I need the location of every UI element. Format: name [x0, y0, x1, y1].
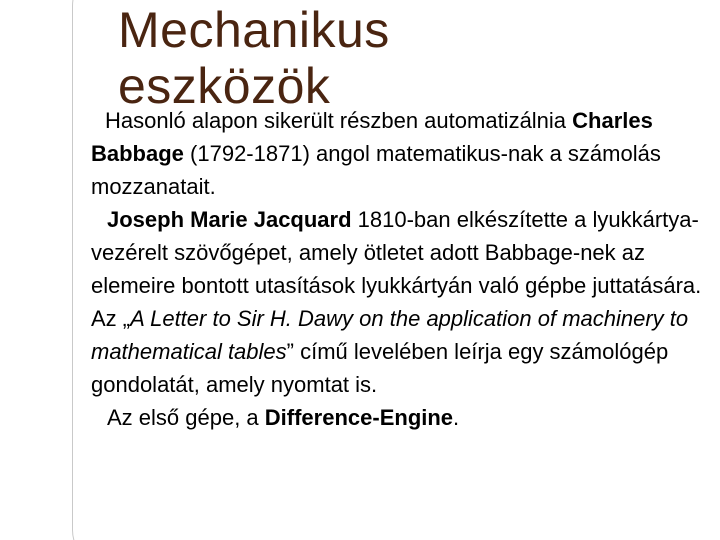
slide-title: Mechanikus eszközök: [118, 2, 390, 114]
paragraph-difference-engine: [91, 401, 713, 434]
jacquard-text-1: 1810-ban elkészítette a lyukkártya-vezérelt szövőgépet, amely ötletet adott Babbage-nek az elemeire bontott utasítások lyukkártyán való gépbe juttatására. Az „: [91, 207, 702, 331]
letter-title: A Letter to Sir H. Dawy on the application of machinery to mathematical tables: [91, 306, 689, 364]
babbage-text-1: Hasonló alapon sikerült részben automatizálnia: [105, 108, 573, 133]
paragraph-jacquard: [91, 203, 713, 401]
paragraph-babbage: [91, 104, 713, 203]
engine-name: Difference-Engine: [264, 405, 454, 430]
slide-body: [91, 104, 713, 434]
babbage-name: Charles Babbage: [91, 108, 653, 166]
jacquard-text-2: ” című levelében leírja egy számológép gondolatát, amely nyomtat is.: [91, 339, 669, 397]
jacquard-name: Joseph Marie Jacquard: [107, 207, 352, 232]
babbage-text-2: (1792-1871) angol matematikus-nak a számolás mozzanatait.: [91, 141, 661, 199]
engine-text-1: Az első gépe, a: [107, 405, 265, 430]
engine-text-2: .: [453, 405, 460, 430]
